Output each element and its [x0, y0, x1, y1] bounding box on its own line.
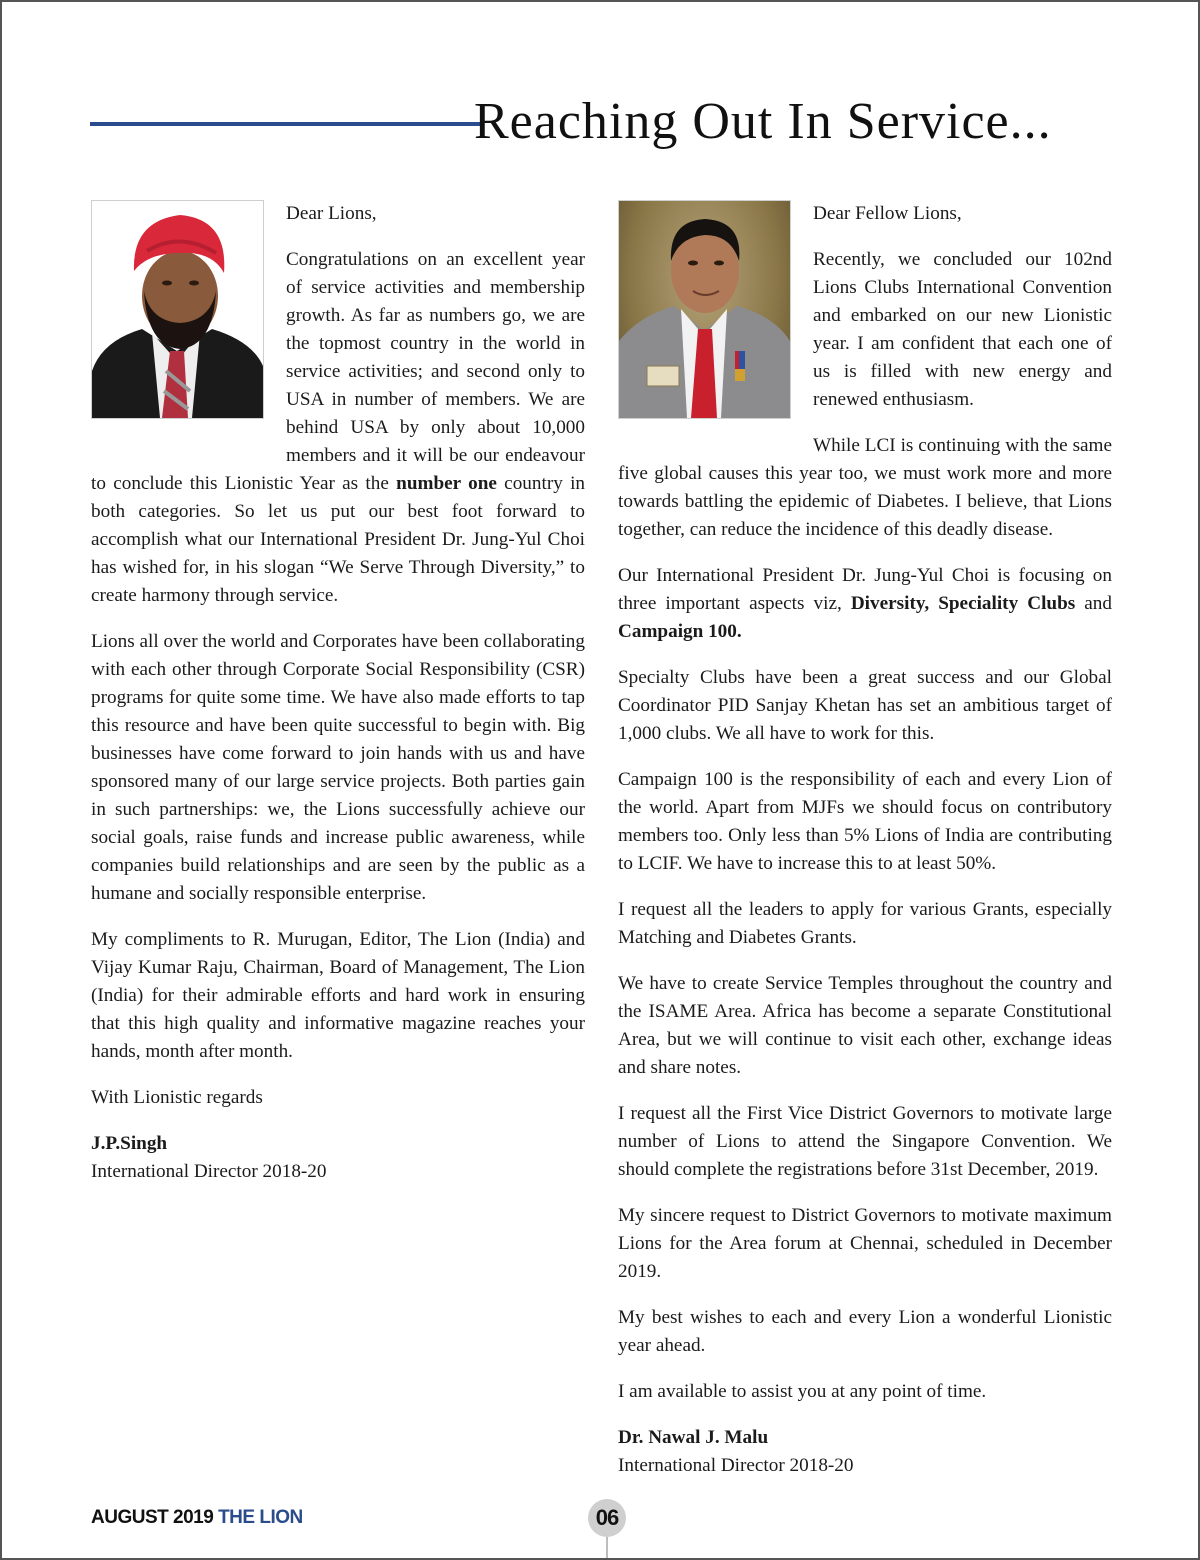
letter-paragraph: Specialty Clubs have been a great success and our Global Coordinator PID Sanjay Khetan has set an ambitious target of 1,000 clubs. We all have to work for this. — [618, 667, 1112, 744]
title-rule — [90, 122, 482, 126]
photo-spacer — [618, 200, 813, 424]
letter-paragraph: While LCI is continuing with the same five global causes this year too, we must work more and more towards battling the epidemic of Diabetes. I believe, that Lions together, can reduce the incidence of this deadly disease. — [618, 435, 1112, 540]
footer-issue-line — [91, 1507, 303, 1529]
emphasis-text: Campaign 100. — [618, 621, 742, 642]
salutation: Dear Fellow Lions, — [813, 203, 962, 224]
signature-name: J.P.Singh — [91, 1133, 168, 1154]
paragraph-text: Our International President Dr. Jung-Yul Choi is focusing on three important aspects viz, — [618, 565, 1112, 614]
magazine-name: THE LION — [218, 1507, 303, 1528]
letter-paragraph: Campaign 100 is the responsibility of each and every Lion of the world. Apart from MJFs we should focus on contributory members too. Only less than 5% Lions of India are contributing to LCIF. We have to increase this to at least 50%. — [618, 769, 1112, 874]
letter-paragraph: I request all the leaders to apply for various Grants, especially Matching and Diabetes Grants. — [618, 899, 1112, 948]
page-title: Reaching Out In Service... — [474, 93, 1052, 150]
letter-paragraph: My best wishes to each and every Lion a wonderful Lionistic year ahead. — [618, 1307, 1112, 1356]
letter-jp-singh — [91, 200, 585, 1186]
signature-title: International Director 2018-20 — [91, 1161, 327, 1182]
closing: With Lionistic regards — [91, 1087, 263, 1108]
issue-date: AUGUST 2019 — [91, 1507, 214, 1528]
emphasis-text: number one — [396, 473, 497, 494]
paragraph-text: country in both categories. So let us put our best foot forward to accomplish what our International President Dr. Jung-Yul Choi has wished for, in his slogan “We Serve Through Diversity,” to create harmony through service. — [91, 473, 586, 606]
letter-paragraph: We have to create Service Temples throughout the country and the ISAME Area. Africa has become a separate Constitutional Area, but we will continue to visit each other, exchange ideas and share notes. — [618, 973, 1112, 1078]
paragraph-text: Congratulations on an excellent year of service activities and membership growth. As far as numbers go, we are the topmost country in the world in service activities; and second only to USA in number of members. We are behind USA by only about 10,000 members and it will be our endeavour to conclude this Lionistic Year as the — [91, 249, 585, 494]
page-number-stem — [606, 1537, 608, 1558]
emphasis-text: Diversity, Speciality Clubs — [850, 593, 1076, 614]
letter-paragraph: Recently, we concluded our 102nd Lions Clubs International Convention and embarked on our new Lionistic year. I am confident that each one of us is filled with new energy and renewed enthusiasm. — [813, 249, 1112, 410]
page-number: 06 — [595, 1505, 619, 1530]
photo-spacer — [91, 200, 286, 452]
signature-title: International Director 2018-20 — [618, 1455, 854, 1476]
paragraph-text: and — [1075, 593, 1112, 614]
letter-paragraph: My sincere request to District Governors to motivate maximum Lions for the Area forum at Chennai, scheduled in December 2019. — [618, 1205, 1112, 1282]
letter-paragraph: My compliments to R. Murugan, Editor, The Lion (India) and Vijay Kumar Raju, Chairman, Board of Management, The Lion (India) for their admirable efforts and hard work in ensuring that this high quality and informative magazine reaches your hands, month after month. — [91, 929, 585, 1062]
letter-paragraph: I request all the First Vice District Governors to motivate large number of Lions to attend the Singapore Convention. We should complete the registrations before 31st December, 2019. — [618, 1103, 1112, 1180]
letter-paragraph: I am available to assist you at any point of time. — [618, 1381, 987, 1402]
letter-paragraph: Lions all over the world and Corporates have been collaborating with each other through Corporate Social Responsibility (CSR) programs for quite some time. We have also made efforts to tap this resource and have been quite successful to begin with. Big businesses have come forward to join hands with us and have sponsored many of our large service projects. Both parties gain in such partnerships: we, the Lions successfully achieve our social goals, raise funds and increase public awareness, while companies build relationships and are seen by the public as a humane and socially responsible enterprise. — [91, 631, 585, 904]
letter-paragraph — [618, 562, 1112, 646]
letter-nawal-malu — [618, 200, 1112, 1480]
page-number-badge — [588, 1499, 626, 1537]
salutation: Dear Lions, — [286, 203, 377, 224]
signature-name: Dr. Nawal J. Malu — [618, 1427, 769, 1448]
